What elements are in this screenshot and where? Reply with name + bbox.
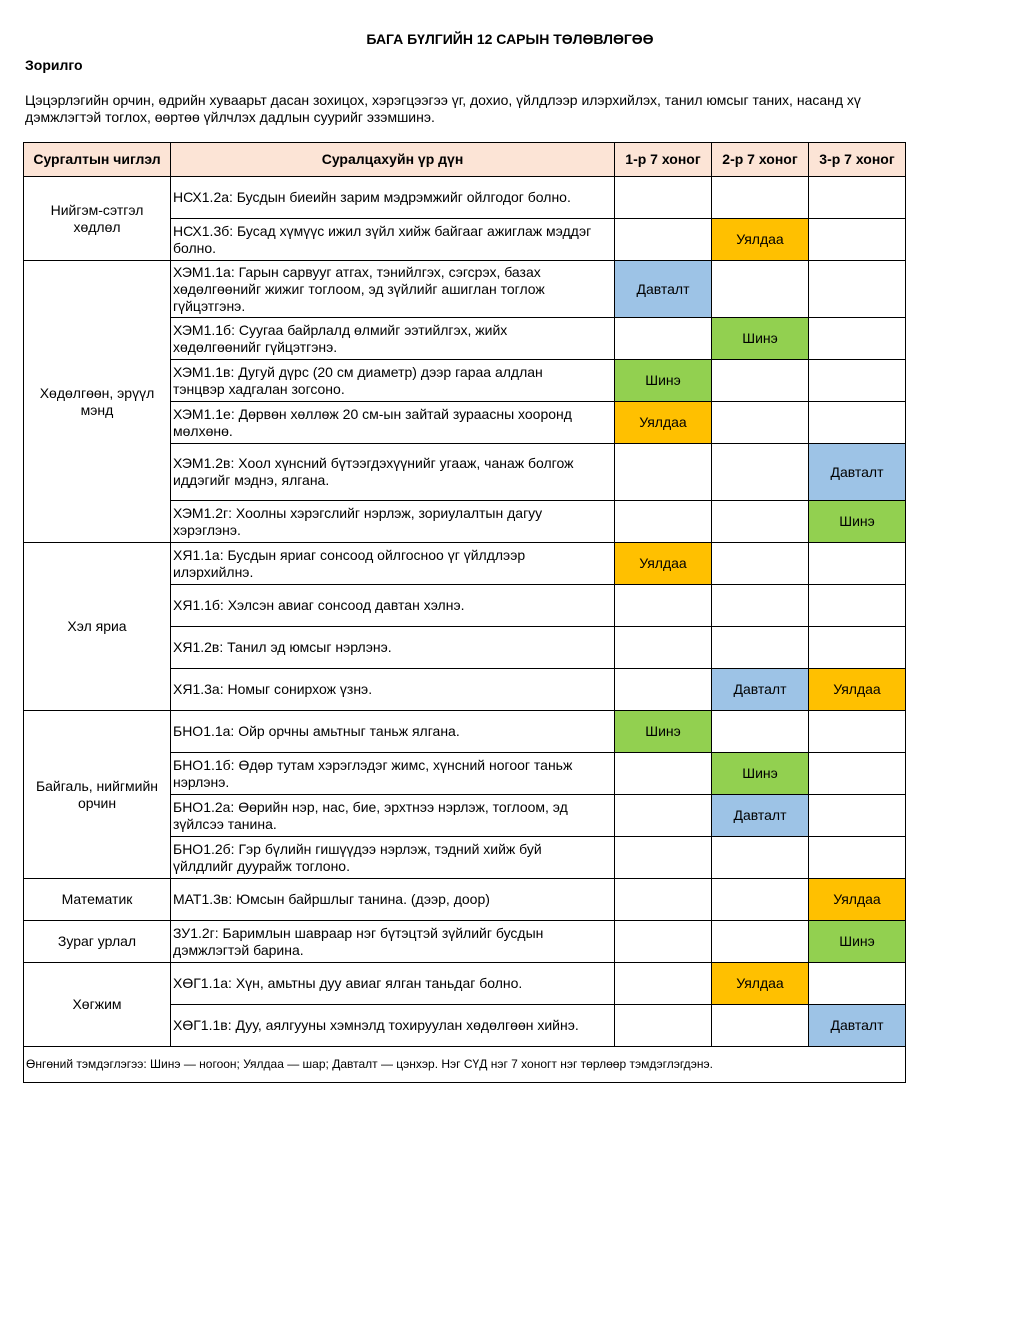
week-3-cell (809, 795, 906, 837)
outcome-cell (171, 921, 615, 963)
goal-text (25, 92, 910, 126)
week-3-cell: Давталт (809, 1005, 906, 1047)
outcome-line: ХЭМ1.2в: Хоол хүнсний бүтээгдэхүүнийг угааж, чанаж болгож (173, 455, 574, 471)
week-1-cell (615, 1005, 712, 1047)
week-2-cell: Уялдаа (712, 963, 809, 1005)
outcome-cell (171, 753, 615, 795)
plan-table (23, 142, 906, 1083)
outcome-cell (171, 543, 615, 585)
page-title: БАГА БҮЛГИЙН 12 САРЫН ТӨЛӨВЛӨГӨӨ (366, 31, 654, 47)
outcome-cell (171, 318, 615, 360)
table-header-row (24, 143, 906, 177)
week-3-cell: Шинэ (809, 921, 906, 963)
week-1-cell (615, 879, 712, 921)
table-row (24, 879, 906, 921)
header-week-2: 2-р 7 хоног (712, 143, 809, 177)
week-1-cell (615, 669, 712, 711)
area-cell: Байгаль, нийгмийн орчин (24, 711, 171, 879)
week-1-cell: Уялдаа (615, 543, 712, 585)
week-3-cell (809, 219, 906, 261)
week-2-cell (712, 543, 809, 585)
outcome-line: тэнцвэр хадгалан зогсоно. (173, 380, 345, 397)
outcome-line: ЗУ1.2г: Баримлын шавраар нэг бүтэцтэй зүйлийг бусдын (173, 924, 544, 941)
header-week-1: 1-р 7 хоног (615, 143, 712, 177)
table-row (24, 963, 906, 1005)
week-2-cell (712, 360, 809, 402)
week-2-cell (712, 402, 809, 444)
week-3-cell (809, 837, 906, 879)
week-3-cell (809, 543, 906, 585)
outcome-line: ХЭМ1.1в: Дугуй дүрс (20 см диаметр) дээр гараа алдлан (173, 363, 543, 380)
table-row (24, 177, 906, 219)
outcome-line: ХӨГ1.1а: Хүн, амьтны дуу авиаг ялган таньдаг болно. (173, 975, 523, 991)
week-1-cell (615, 219, 712, 261)
area-cell: Нийгэм-сэтгэл хөдлөл (24, 177, 171, 261)
outcome-line: үйлдлийг дуурайж тоглоно. (173, 857, 350, 874)
outcome-cell (171, 444, 615, 501)
week-3-cell: Шинэ (809, 501, 906, 543)
outcome-line: ХЯ1.3а: Номыг сонирхож үзнэ. (173, 681, 373, 697)
week-2-cell (712, 585, 809, 627)
outcome-line: ХЯ1.1б: Хэлсэн авиаг сонсоод давтан хэлнэ. (173, 597, 465, 613)
outcome-line: иддэгийг мэднэ, ялгана. (173, 472, 330, 488)
outcome-line: БНО1.2а: Өөрийн нэр, нас, бие, эрхтнээ нэрлэж, тоглоом, эд (173, 798, 568, 815)
week-3-cell (809, 711, 906, 753)
header-week-3: 3-р 7 хоног (809, 143, 906, 177)
week-2-cell: Шинэ (712, 318, 809, 360)
outcome-line: гүйцэтгэнэ. (173, 297, 246, 314)
week-1-cell (615, 963, 712, 1005)
outcome-line: НСХ1.2а: Бусдын биеийн зарим мэдрэмжийг ойлгодог болно. (173, 189, 571, 205)
week-2-cell (712, 879, 809, 921)
outcome-line: ХЭМ1.2г: Хоолны хэрэгслийг нэрлэж, зориулалтын дагуу (173, 504, 543, 521)
area-cell: Хэл яриа (24, 543, 171, 711)
outcome-line: мөлхөнө. (173, 422, 233, 439)
outcome-cell (171, 1005, 615, 1047)
week-3-cell (809, 177, 906, 219)
outcome-cell (171, 585, 615, 627)
week-1-cell: Шинэ (615, 360, 712, 402)
week-2-cell: Шинэ (712, 753, 809, 795)
outcome-line: хөдөлгөөнийг гүйцэтгэнэ. (173, 338, 338, 355)
week-1-cell (615, 921, 712, 963)
week-1-cell (615, 585, 712, 627)
week-2-cell (712, 261, 809, 318)
outcome-line: ХЭМ1.1а: Гарын сарвууг атгах, тэнийлгэх, сэгсрэх, базах (173, 263, 541, 280)
week-1-cell (615, 177, 712, 219)
week-1-cell (615, 627, 712, 669)
week-3-cell (809, 963, 906, 1005)
week-3-cell (809, 585, 906, 627)
week-2-cell: Давталт (712, 669, 809, 711)
outcome-line: ХЭМ1.1е: Дөрвөн хөллөж 20 см-ын зайтай зураасны хооронд (173, 405, 572, 422)
header-outcome: Суралцахуйн үр дүн (171, 143, 615, 177)
week-2-cell (712, 711, 809, 753)
outcome-line: нэрлэнэ. (173, 773, 230, 790)
outcome-cell (171, 795, 615, 837)
outcome-line: БНО1.2б: Гэр бүлийн гишүүдээ нэрлэж, тэдний хийж буй (173, 840, 542, 857)
table-row (24, 261, 906, 318)
week-3-cell (809, 360, 906, 402)
week-3-cell: Уялдаа (809, 669, 906, 711)
week-2-cell: Уялдаа (712, 219, 809, 261)
outcome-line: ХЯ1.2в: Танил эд юмсыг нэрлэнэ. (173, 639, 392, 655)
outcome-line: ХЭМ1.1б: Суугаа байрлалд өлмийг ээтийлгэх, жийх (173, 321, 508, 338)
week-3-cell: Уялдаа (809, 879, 906, 921)
outcome-cell (171, 360, 615, 402)
outcome-line: болно. (173, 239, 217, 256)
note-row (24, 1047, 906, 1083)
outcome-line: зүйлсээ танина. (173, 815, 277, 832)
week-2-cell (712, 177, 809, 219)
table-row (24, 711, 906, 753)
outcome-cell (171, 261, 615, 318)
week-3-cell (809, 753, 906, 795)
outcome-line: ХӨГ1.1в: Дуу, аялгууны хэмнэлд тохируулан хөдөлгөөн хийнэ. (173, 1017, 579, 1033)
area-cell: Хөгжим (24, 963, 171, 1047)
week-2-cell (712, 837, 809, 879)
week-3-cell: Давталт (809, 444, 906, 501)
outcome-line: хөдөлгөөнийг жижиг тоглоом, эд зүйлийг ашиглан тоглож (173, 280, 545, 297)
outcome-line: илэрхийлнэ. (173, 563, 254, 580)
week-2-cell (712, 1005, 809, 1047)
outcome-cell (171, 177, 615, 219)
outcome-line: БНО1.1а: Ойр орчны амьтныг таньж ялгана. (173, 723, 460, 739)
outcome-cell (171, 879, 615, 921)
outcome-line: хэрэглэнэ. (173, 521, 241, 538)
table-row (24, 543, 906, 585)
area-cell: Хөдөлгөөн, эрүүл мэнд (24, 261, 171, 543)
outcome-line: МАТ1.3в: Юмсын байршлыг танина. (дээр, доор) (173, 891, 490, 907)
outcome-cell (171, 669, 615, 711)
week-1-cell: Уялдаа (615, 402, 712, 444)
week-2-cell (712, 501, 809, 543)
week-3-cell (809, 261, 906, 318)
outcome-cell (171, 402, 615, 444)
goal-line: Цэцэрлэгийн орчин, өдрийн хуваарьт дасан зохицох, хэрэгцээгээ үг, дохио, үйлдлээр илэрхийлэх, танил юмсыг таних, насанд хү (25, 92, 861, 108)
week-3-cell (809, 318, 906, 360)
outcome-cell (171, 627, 615, 669)
goal-line: дэмжлэгтэй тоглох, өөртөө үйлчлэх дадлын суурийг эзэмшинэ. (25, 109, 435, 125)
week-2-cell (712, 921, 809, 963)
week-1-cell (615, 753, 712, 795)
week-1-cell (615, 837, 712, 879)
outcome-cell (171, 963, 615, 1005)
outcome-line: дэмжлэгтэй барина. (173, 941, 304, 958)
outcome-cell (171, 837, 615, 879)
week-3-cell (809, 402, 906, 444)
week-1-cell (615, 318, 712, 360)
week-1-cell: Давталт (615, 261, 712, 318)
week-2-cell: Давталт (712, 795, 809, 837)
outcome-line: НСХ1.3б: Бусад хүмүүс ижил зүйл хийж байгааг ажиглаж мэддэг (173, 222, 592, 239)
header-area: Сургалтын чиглэл (24, 143, 171, 177)
table-row (24, 921, 906, 963)
week-2-cell (712, 444, 809, 501)
week-1-cell (615, 501, 712, 543)
week-3-cell (809, 627, 906, 669)
outcome-line: ХЯ1.1а: Бусдын яриаг сонсоод ойлгосноо үг үйлдлээр (173, 546, 526, 563)
week-1-cell (615, 795, 712, 837)
outcome-cell (171, 219, 615, 261)
legend-note: Өнгөний тэмдэглэгээ: Шинэ — ногоон; Уялдаа — шар; Давталт — цэнхэр. Нэг СҮД нэг 7 хоногт нэг төрлөөр тэмдэглэгдэнэ. (24, 1047, 906, 1083)
week-2-cell (712, 627, 809, 669)
week-1-cell: Шинэ (615, 711, 712, 753)
outcome-line: БНО1.1б: Өдөр тутам хэрэглэдэг жимс, хүнсний ногоог таньж (173, 756, 573, 773)
week-1-cell (615, 444, 712, 501)
outcome-cell (171, 711, 615, 753)
goal-label: Зорилго (25, 57, 83, 73)
area-cell: Математик (24, 879, 171, 921)
area-cell: Зураг урлал (24, 921, 171, 963)
outcome-cell (171, 501, 615, 543)
